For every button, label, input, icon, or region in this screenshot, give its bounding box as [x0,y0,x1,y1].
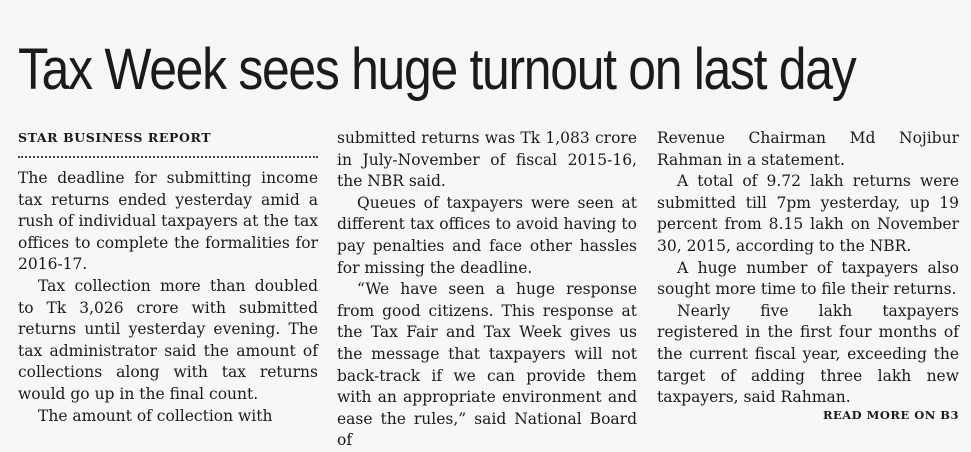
column-1 [18,128,318,428]
paragraph: The amount of collection with [38,406,273,425]
paragraph: Tax collection more than doubled to Tk 3,026 crore with submitted returns until yesterday evening. The tax administrator said the amount of collections along with tax returns would go up in the final count. [18,276,318,403]
column-3 [657,128,959,428]
headline: Tax Week sees huge turnout on last day [18,37,856,102]
byline-divider [18,156,318,158]
column-2 [337,128,637,450]
paragraph: The deadline for submitting income tax returns ended yesterday amid a rush of individual taxpayers at the tax offices to complete the formalities for 2016-17. [18,169,318,274]
paragraph: A huge number of taxpayers also sought more time to file their returns. [657,258,959,299]
read-more-link[interactable]: READ MORE ON B3 [822,408,959,422]
byline: STAR BUSINESS REPORT [18,130,212,145]
paragraph: “We have seen a huge response from good citizens. This response at the Tax Fair and Tax Week gives us the message that taxpayers will not back-track if we can provide them with an appropriate environment and ease the rules,” said National Board of [337,280,637,450]
paragraph: submitted returns was Tk 1,083 crore in July-November of fiscal 2015-16, the NBR said. [337,129,637,191]
paragraph: Queues of taxpayers were seen at different tax offices to avoid having to pay penalties and face other hassles for missing the deadline. [337,193,637,277]
paragraph: A total of 9.72 lakh returns were submitted till 7pm yesterday, up 19 percent from 8.15 lakh on November 30, 2015, according to the NBR. [657,172,959,255]
paragraph: Nearly five lakh taxpayers registered in the first four months of the current fiscal year, exceeding the target of adding three lakh new taxpayers, said Rahman. [657,301,959,407]
paragraph: Revenue Chairman Md Nojibur Rahman in a statement. [657,129,959,169]
